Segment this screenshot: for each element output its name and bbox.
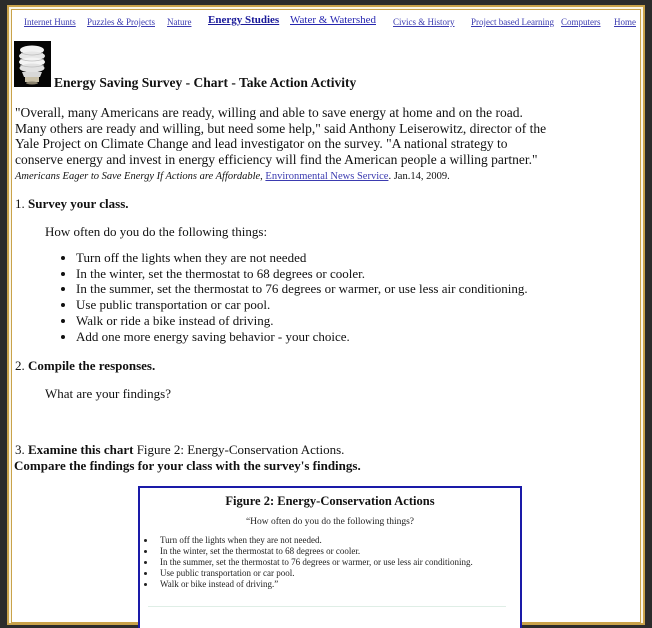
step-2-heading bbox=[15, 358, 155, 374]
list-item: • Walk or ride a bike instead of driving. bbox=[76, 313, 528, 329]
nav-link-computers[interactable]: Computers bbox=[561, 17, 601, 27]
citation-separator: , bbox=[260, 171, 266, 182]
nav-link-home[interactable]: Home bbox=[614, 17, 636, 27]
list-item: • Turn off the lights when they are not needed bbox=[76, 250, 528, 266]
step-3-text: Figure 2: Energy-Conservation Actions. bbox=[133, 442, 345, 457]
list-item: • Use public transportation or car pool. bbox=[76, 297, 528, 313]
step-3-heading bbox=[15, 442, 344, 458]
step-1-title: Survey your class. bbox=[28, 196, 129, 211]
page-frame bbox=[7, 5, 645, 625]
list-item: • Walk or bike instead of driving.” bbox=[156, 579, 520, 590]
step-1-number: 1. bbox=[15, 196, 28, 211]
quote-text: "Overall, many Americans are ready, willing and able to save energy at home and on the road. Many others are ready and willing, but need some help," said Anthony Leiserowitz, director of the Yale Project on Climate Change and lead investigator on the survey. "A national strategy to conserve energy and invest in energy efficiency will find the American people a willing partner." bbox=[15, 105, 547, 167]
step-3-number: 3. bbox=[15, 442, 28, 457]
nav-link-water-watershed[interactable]: Water & Watershed bbox=[290, 14, 376, 26]
step-3-title: Examine this chart bbox=[28, 442, 134, 457]
nav-link-energy-studies[interactable]: Energy Studies bbox=[208, 14, 280, 26]
nav-link-internet-hunts[interactable]: Internet Hunts bbox=[24, 17, 76, 27]
list-item: • In the winter, set the thermostat to 68 degrees or cooler. bbox=[156, 546, 520, 557]
figure-list bbox=[140, 535, 520, 590]
list-item: • In the summer, set the thermostat to 76 degrees or warmer, or use less air conditioning. bbox=[76, 281, 528, 297]
survey-list bbox=[52, 250, 528, 344]
nav-link-civics-history[interactable]: Civics & History bbox=[393, 17, 455, 27]
environmental-news-service-link[interactable]: Environmental News Service bbox=[265, 171, 389, 182]
citation-date: . Jan.14, 2009. bbox=[388, 171, 450, 182]
top-nav bbox=[12, 16, 640, 32]
cfl-lightbulb-icon bbox=[14, 41, 51, 87]
citation-title: Americans Eager to Save Energy If Actions are Affordable bbox=[15, 171, 261, 182]
list-item: • Turn off the lights when they are not needed. bbox=[156, 535, 520, 546]
content-area bbox=[11, 9, 641, 623]
figure-question: “How often do you do the following things? bbox=[245, 517, 415, 527]
nav-link-puzzles-projects[interactable]: Puzzles & Projects bbox=[87, 17, 155, 27]
list-item: • Use public transportation or car pool. bbox=[156, 568, 520, 579]
page-title: Energy Saving Survey - Chart - Take Action Activity bbox=[54, 75, 357, 90]
step-1-heading bbox=[15, 196, 129, 212]
step-1-prompt: How often do you do the following things: bbox=[45, 224, 268, 239]
step-2-prompt: What are your findings? bbox=[45, 386, 171, 401]
list-item: • Add one more energy saving behavior - your choice. bbox=[76, 329, 528, 345]
nav-link-nature[interactable]: Nature bbox=[167, 17, 192, 27]
nav-link-project-based-learning[interactable]: Project based Learning bbox=[471, 17, 554, 27]
compare-instruction: Compare the findings for your class with the survey's findings. bbox=[14, 458, 361, 473]
quote-block bbox=[15, 105, 555, 185]
list-item: • In the summer, set the thermostat to 76 degrees or warmer, or use less air conditioning. bbox=[156, 557, 520, 568]
figure-divider bbox=[148, 606, 506, 607]
figure-2-box bbox=[138, 486, 522, 628]
step-2-number: 2. bbox=[15, 358, 28, 373]
list-item: • In the winter, set the thermostat to 68 degrees or cooler. bbox=[76, 266, 528, 282]
step-2-title: Compile the responses. bbox=[28, 358, 156, 373]
figure-title: Figure 2: Energy-Conservation Actions bbox=[225, 494, 435, 508]
